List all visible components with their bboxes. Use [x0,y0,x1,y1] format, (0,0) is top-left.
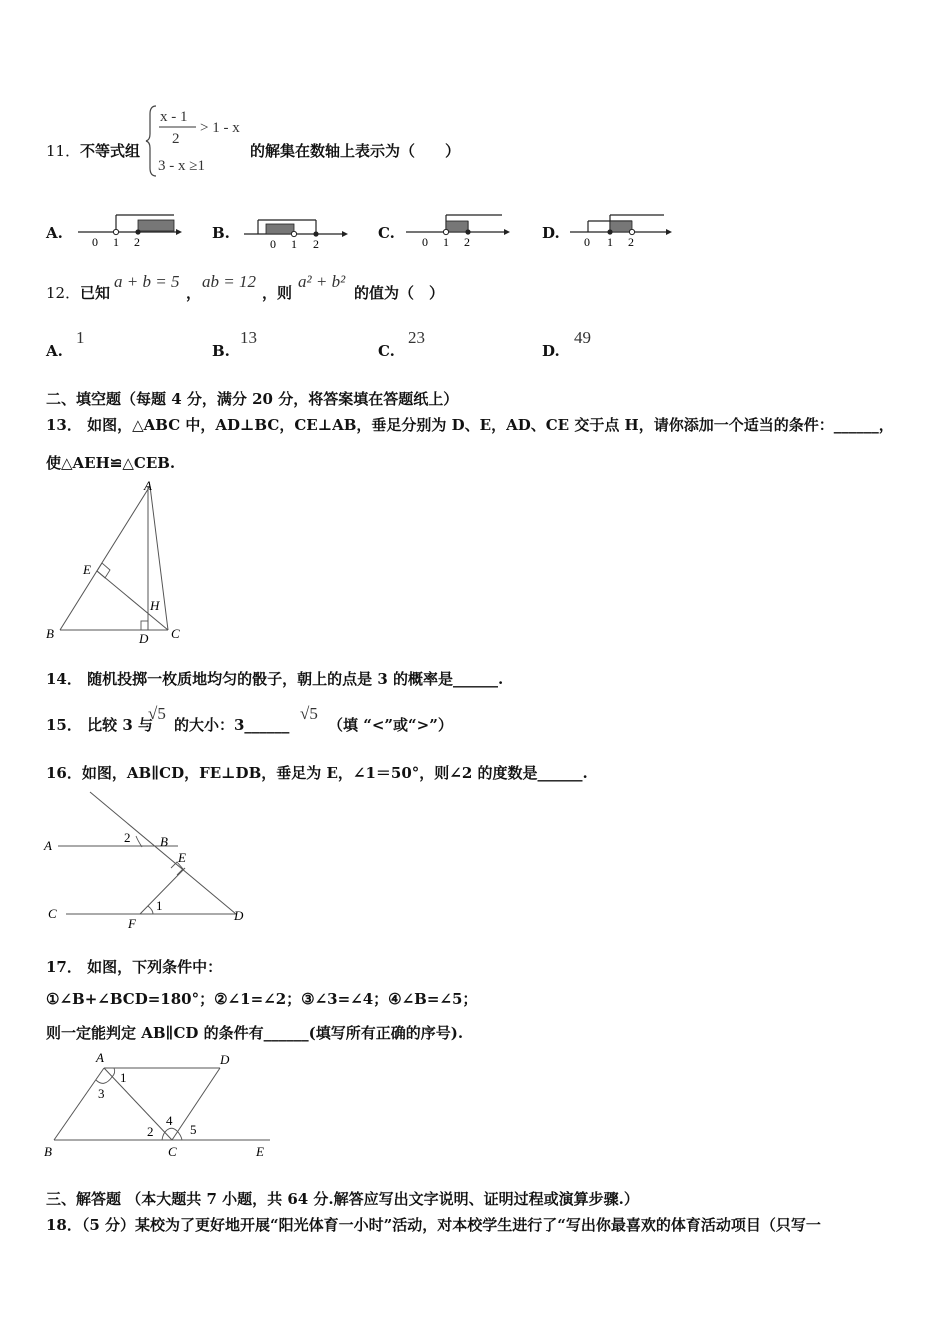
q17-parallelogram-figure [40,1046,290,1162]
q11-option-d-numberline[interactable] [566,210,676,250]
q12-option-c-value[interactable]: 23 [408,328,425,347]
q17-label-a: A [96,1050,104,1065]
q12-comma2: ，则 [262,284,293,302]
q17-label-e: E [256,1144,264,1159]
q16-label-2: 2 [124,830,131,845]
q13-triangle-figure [40,478,200,644]
q11-option-a-numberline[interactable] [74,210,184,250]
q16-label-f: F [128,916,136,931]
q11-inequality-system [144,102,254,180]
q11-option-c-numberline[interactable] [402,210,512,250]
q11-a-tick-2: 2 [134,235,140,249]
q17-label-c: C [168,1144,177,1159]
q12-option-a-value[interactable]: 1 [76,328,85,347]
q12-option-d-label: D. [542,342,560,360]
q16-label-d: D [234,908,244,923]
q15-lead: 15． 比较 3 与 [46,716,153,734]
q12-tail: 的值为（ ） [354,284,445,302]
q11-number: 11． [46,142,81,160]
q11-b-tick-0: 0 [270,237,276,250]
q13-label-d: D [139,631,149,644]
q12-option-c-label: C. [378,342,395,360]
q15-sqrt2: √5 [300,704,318,723]
section-2-heading: 二、填空题（每题 4 分，满分 20 分，将答案填在答题纸上） [46,390,459,408]
q15-sqrt1: √5 [148,704,166,723]
q12-expr3: a² + b² [298,272,346,291]
q11-ineq1-rhs: > 1 - x [200,120,240,136]
q12-option-a-label: A. [46,342,63,360]
q12-option-b-label: B. [212,342,230,360]
section-3-heading: 三、解答题 （本大题共 7 小题，共 64 分.解答应写出文字说明、证明过程或演算步骤.） [46,1190,639,1208]
q11-ineq1-numerator: x - 1 [160,109,188,125]
q13-line1: 13． 如图，△ABC 中，AD⊥BC，CE⊥AB，垂足分别为 D、E，AD、CE 交于点 H，请你添加一个适当的条件：______， [46,416,894,434]
q16-label-b: B [160,834,168,849]
q11-d-tick-0: 0 [584,235,590,249]
q17-line3: 则一定能判定 AB∥CD 的条件有______(填写所有正确的序号). [46,1024,464,1042]
q11-c-tick-0: 0 [422,235,428,249]
q11-b-tick-1: 1 [291,237,297,250]
q11-option-b-label: B. [212,224,230,242]
q16-label-c: C [48,906,57,921]
q17-line1: 17． 如图，下列条件中： [46,958,223,976]
q15-tail: （填 “<”或“>”） [328,716,453,734]
q17-conditions: ①∠B+∠BCD=180°；②∠1=∠2；③∠3=∠4；④∠B=∠5； [46,990,478,1008]
q16-parallel-lines-figure [40,786,260,934]
q17-label-d: D [220,1052,230,1067]
q16-text: 16．如图，AB∥CD，FE⊥DB，垂足为 E，∠1＝50°，则∠2 的度数是______. [46,764,588,782]
q11-ineq2: 3 - x ≥1 [158,158,205,174]
q13-label-b: B [46,626,54,641]
q11-d-tick-2: 2 [628,235,634,249]
q11-option-b-numberline[interactable] [240,210,350,250]
q11-option-a-label: A. [46,224,63,242]
q16-label-e: E [178,850,186,865]
q12-lead: 已知 [80,284,111,302]
q13-label-e: E [83,562,91,577]
q13-label-c: C [171,626,180,641]
q11-b-tick-2: 2 [313,237,319,250]
q18-text: 18．（5 分）某校为了更好地开展“阳光体育一小时”活动，对本校学生进行了“写出你最喜欢的体育活动项目（只写一 [46,1216,821,1234]
q14-text: 14． 随机投掷一枚质地均匀的骰子，朝上的点是 3 的概率是______. [46,670,504,688]
q11-option-c-label: C. [378,224,395,242]
q17-label-2: 2 [147,1124,154,1139]
q16-label-1: 1 [156,898,163,913]
q17-label-3: 3 [98,1086,105,1101]
q13-line2: 使△AEH≌△CEB. [46,454,176,472]
q12-number: 12． [46,284,81,302]
q11-a-tick-0: 0 [92,235,98,249]
q12-option-b-value[interactable]: 13 [240,328,257,347]
q12-option-d-value[interactable]: 49 [574,328,591,347]
q11-lead: 不等式组 [80,142,141,160]
q12-comma1: ， [186,284,202,302]
q12-expr2: ab = 12 [202,272,256,291]
q11-d-tick-1: 1 [607,235,613,249]
q17-label-1: 1 [120,1070,127,1085]
q17-label-b: B [44,1144,52,1159]
q15-mid: 的大小：3______ [174,716,290,734]
q11-option-d-label: D. [542,224,560,242]
q13-label-h: H [150,598,160,613]
q11-a-tick-1: 1 [113,235,119,249]
q11-tail: 的解集在数轴上表示为（ ） [250,142,461,160]
q17-label-4: 4 [166,1113,173,1128]
q11-c-tick-1: 1 [443,235,449,249]
q11-ineq1-denominator: 2 [172,131,180,147]
q17-label-5: 5 [190,1122,197,1137]
q11-c-tick-2: 2 [464,235,470,249]
q12-expr1: a + b = 5 [114,272,180,291]
q13-label-a: A [144,478,152,493]
q16-label-a: A [44,838,52,853]
